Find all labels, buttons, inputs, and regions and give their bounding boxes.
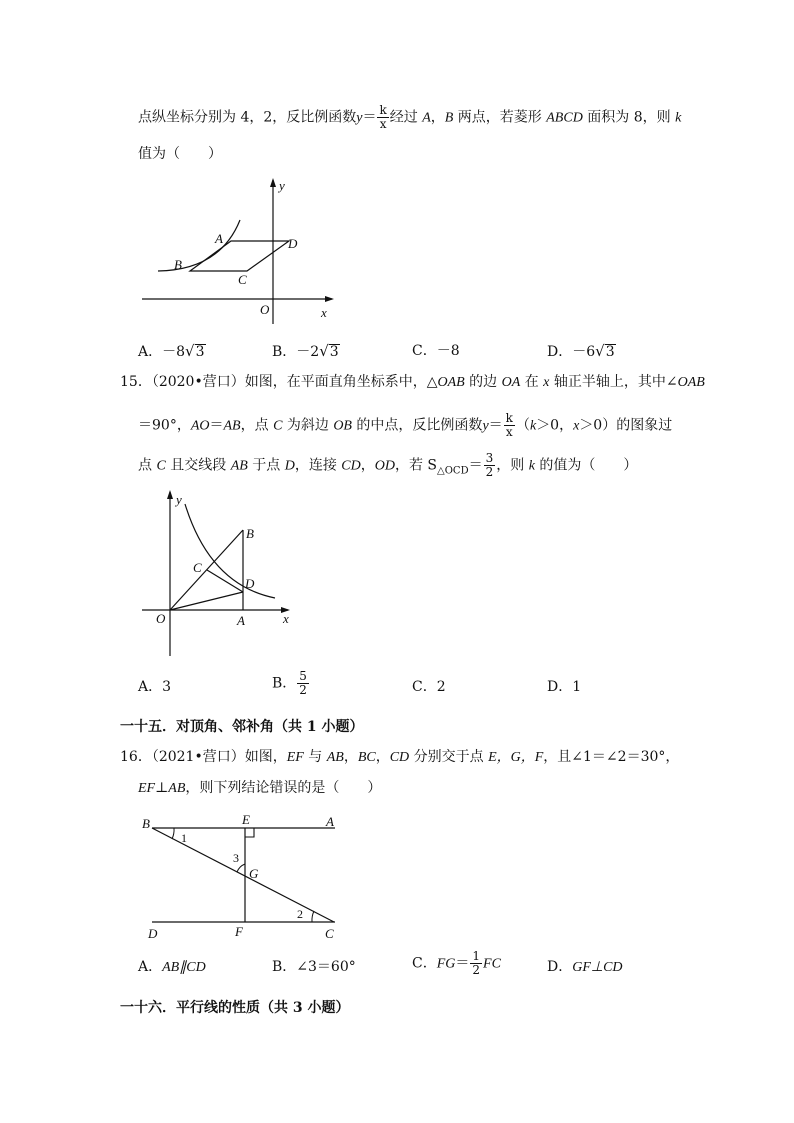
q15-label-c: C bbox=[193, 560, 202, 575]
q14-label-c: C bbox=[238, 272, 247, 287]
q16-opt-a-text: AB∥CD bbox=[162, 960, 206, 975]
q15-label-y: y bbox=[176, 492, 182, 507]
q16-opt-d-text: GF⊥CD bbox=[572, 960, 623, 975]
q15-text-c: 在 bbox=[520, 374, 544, 390]
q16-text-2b: ，则下列结论错误的是（ ） bbox=[185, 780, 382, 796]
q15-ob: OB bbox=[333, 418, 352, 434]
q15-text-3a: 点 bbox=[138, 457, 157, 474]
q15-text-2d: 为斜边 bbox=[282, 417, 334, 434]
q16-line1 bbox=[120, 747, 679, 768]
q14-opt-d-rad: 3 bbox=[605, 344, 615, 360]
q16-opt-c-fg: FG bbox=[436, 956, 456, 972]
q16-opt-c-fc: FC bbox=[483, 956, 501, 972]
q15-text-a: 15．（2020•营口）如图，在平面直角坐标系中，△ bbox=[120, 374, 438, 390]
q14-label-a: A bbox=[215, 231, 223, 246]
q15-text-3d: ，连接 bbox=[294, 457, 342, 474]
q15-x: x bbox=[543, 375, 550, 390]
q14-label-y: y bbox=[279, 178, 285, 193]
q16-text-c: ， bbox=[343, 749, 358, 765]
q16-perp: ⊥ bbox=[155, 780, 169, 796]
q16-opt-d-prefix: D． bbox=[547, 959, 573, 975]
q16-label-f: F bbox=[235, 924, 243, 939]
q15-text-3c: 于点 bbox=[247, 457, 285, 474]
section-heading-15: 一十五．对顶角、邻补角（共 1 小题） bbox=[120, 719, 364, 735]
q14-point-b: B bbox=[444, 110, 454, 126]
q16-text-b: 与 bbox=[303, 749, 327, 765]
q16-option-a[interactable] bbox=[138, 957, 206, 978]
q16-label-c: C bbox=[325, 926, 334, 941]
q16-opt-c-fraction bbox=[470, 950, 482, 977]
q14-label-d: D bbox=[288, 236, 298, 251]
q14-comma: ， bbox=[430, 109, 445, 126]
q15-label-o: O bbox=[156, 611, 166, 626]
q15-frac-den: x bbox=[505, 425, 513, 439]
q15-x1: x bbox=[573, 418, 580, 434]
q14-frac-den: x bbox=[379, 117, 387, 131]
q16-label-angle3: 3 bbox=[233, 851, 239, 865]
q16-label-angle1: 1 bbox=[181, 831, 187, 845]
q15-opt-b-den: 2 bbox=[299, 683, 307, 697]
q14-text-d: 面积为 8，则 bbox=[582, 109, 676, 126]
q15-line2 bbox=[138, 412, 672, 439]
q15-text-2c: ，点 bbox=[240, 417, 274, 434]
q15-text-3h: ，则 bbox=[496, 457, 529, 474]
q14-opt-b-rad: 3 bbox=[329, 344, 339, 360]
q15-oa: OA bbox=[501, 375, 521, 390]
q15-text-2a: ＝90°， bbox=[138, 417, 191, 434]
q15-k1: k bbox=[529, 418, 537, 434]
q15-text-3g: ＝ bbox=[468, 457, 483, 474]
q14-line1 bbox=[138, 104, 681, 131]
q14-point-a: A bbox=[422, 110, 431, 126]
q16-label-e: E bbox=[242, 812, 250, 827]
q16-option-c[interactable] bbox=[412, 950, 501, 977]
q15-ab2: AB bbox=[230, 458, 248, 474]
q16-egf: E，G，F bbox=[488, 750, 544, 765]
q15-label-x: x bbox=[283, 611, 289, 626]
q15-oab2: OAB bbox=[677, 375, 705, 390]
q15-area-fraction bbox=[484, 452, 496, 479]
q16-line2 bbox=[138, 778, 381, 799]
q15-text-3i: 的值为（ ） bbox=[534, 457, 638, 474]
q15-text-3f: ，若 S bbox=[394, 457, 438, 474]
q15-ao: AO bbox=[190, 418, 210, 434]
q14-option-a[interactable]: A．－8√3 bbox=[138, 342, 205, 360]
q16-figure bbox=[140, 812, 350, 942]
q16-bc: BC bbox=[357, 750, 376, 765]
q14-option-c[interactable] bbox=[412, 341, 460, 361]
q15-text-2g: ＞0， bbox=[536, 417, 574, 434]
q16-text-f: ，且∠1＝∠2＝30°， bbox=[543, 749, 680, 765]
q15-option-a[interactable]: A．3 bbox=[138, 679, 172, 695]
q14-func-y: y bbox=[356, 110, 363, 126]
q15-text-2e: 的中点，反比例函数 bbox=[351, 417, 483, 434]
q15-label-d: D bbox=[245, 576, 255, 591]
q15-eq: ＝ bbox=[488, 417, 503, 434]
q15-line3 bbox=[138, 452, 637, 481]
q14-opt-a-rad: 3 bbox=[195, 344, 205, 360]
q16-ab: AB bbox=[326, 750, 344, 765]
q15-text-3b: 且交线段 bbox=[165, 457, 231, 474]
q15-label-b: B bbox=[246, 526, 254, 541]
q16-ab2: AB bbox=[168, 781, 186, 796]
q15-text-2h: ＞0）的图象过 bbox=[579, 417, 673, 434]
q14-opt-c-text: C．－8 bbox=[412, 343, 460, 359]
q15-text-3e: ， bbox=[360, 457, 375, 474]
q14-option-b[interactable]: B．－2√3 bbox=[272, 342, 339, 360]
q15-frac-num: k bbox=[505, 411, 513, 425]
q14-opt-d-text: D．－6 bbox=[547, 344, 596, 360]
q16-option-b[interactable]: B．∠3＝60° bbox=[272, 959, 356, 975]
q14-label-x: x bbox=[321, 305, 327, 320]
q14-opt-b-text: B．－2 bbox=[272, 344, 320, 360]
q15-sub: △OCD bbox=[437, 465, 469, 477]
q15-fraction bbox=[504, 412, 515, 439]
q16-opt-a-prefix: A． bbox=[138, 959, 163, 975]
q14-fraction bbox=[377, 104, 388, 131]
q16-label-b: B bbox=[142, 816, 150, 831]
q14-figure bbox=[140, 178, 340, 323]
q16-opt-c-den: 2 bbox=[472, 963, 481, 977]
q16-cd: CD bbox=[389, 750, 410, 765]
q14-label-b: B bbox=[174, 257, 182, 272]
q15-option-d[interactable]: D．1 bbox=[547, 679, 582, 695]
q15-y: y bbox=[482, 418, 489, 434]
q14-opt-a-text: A．－8 bbox=[138, 344, 186, 360]
q15-figure bbox=[140, 490, 300, 660]
q15-od: OD bbox=[374, 458, 395, 474]
q14-label-o: O bbox=[260, 302, 270, 317]
q16-text-e: 分别交于点 bbox=[409, 749, 489, 765]
q15-text-2f: （ bbox=[515, 417, 530, 434]
q14-eq: ＝ bbox=[362, 109, 377, 126]
q14-k: k bbox=[675, 110, 682, 126]
q15-opt-b-fraction bbox=[297, 670, 309, 697]
q14-abcd: ABCD bbox=[546, 110, 583, 126]
q16-opt-c-eq: ＝ bbox=[455, 955, 470, 972]
q16-label-angle2: 2 bbox=[297, 907, 303, 921]
q15-ab: AB bbox=[223, 418, 241, 434]
q16-text-d: ， bbox=[375, 749, 390, 765]
q15-option-b[interactable] bbox=[272, 670, 310, 697]
q15-opt-b-prefix: B． bbox=[272, 675, 297, 692]
q16-opt-c-prefix: C． bbox=[412, 955, 437, 972]
q16-ef2: EF bbox=[138, 781, 156, 796]
q14-option-d[interactable]: D．－6√3 bbox=[547, 342, 615, 360]
q16-ef: EF bbox=[286, 750, 304, 765]
q16-label-d: D bbox=[148, 926, 158, 941]
q15-text-d: 轴正半轴上，其中∠ bbox=[549, 374, 678, 390]
q15-text-2b: ＝ bbox=[209, 417, 224, 434]
q15-opt-b-num: 5 bbox=[299, 669, 307, 683]
q16-label-g: G bbox=[249, 866, 259, 881]
q15-label-a: A bbox=[237, 613, 245, 628]
q15-k2: k bbox=[528, 458, 535, 474]
q15-c2: C bbox=[156, 458, 166, 474]
q16-option-d[interactable] bbox=[547, 957, 623, 978]
q15-line1 bbox=[120, 372, 705, 393]
q15-text-b: 的边 bbox=[464, 374, 502, 390]
q15-option-c[interactable]: C．2 bbox=[412, 679, 446, 695]
q14-text-a: 点纵坐标分别为 4，2，反比例函数 bbox=[138, 109, 357, 126]
q15-s-den: 2 bbox=[485, 465, 494, 479]
q16-label-a: A bbox=[326, 814, 334, 829]
q14-text-c: 两点，若菱形 bbox=[453, 109, 547, 126]
q14-text-b: 经过 bbox=[389, 109, 423, 126]
q15-d: D bbox=[284, 458, 295, 474]
q16-text-a: 16．（2021•营口）如图， bbox=[120, 749, 287, 765]
q15-cd: CD bbox=[341, 458, 361, 474]
q15-oab: OAB bbox=[437, 375, 465, 390]
q14-line2: 值为（ ） bbox=[138, 146, 222, 162]
q15-s-num: 3 bbox=[485, 451, 494, 465]
q14-frac-num: k bbox=[379, 103, 387, 117]
q15-c: C bbox=[273, 418, 283, 434]
section-heading-16: 一十六．平行线的性质（共 3 小题） bbox=[120, 1000, 350, 1016]
q16-opt-c-num: 1 bbox=[472, 949, 481, 963]
